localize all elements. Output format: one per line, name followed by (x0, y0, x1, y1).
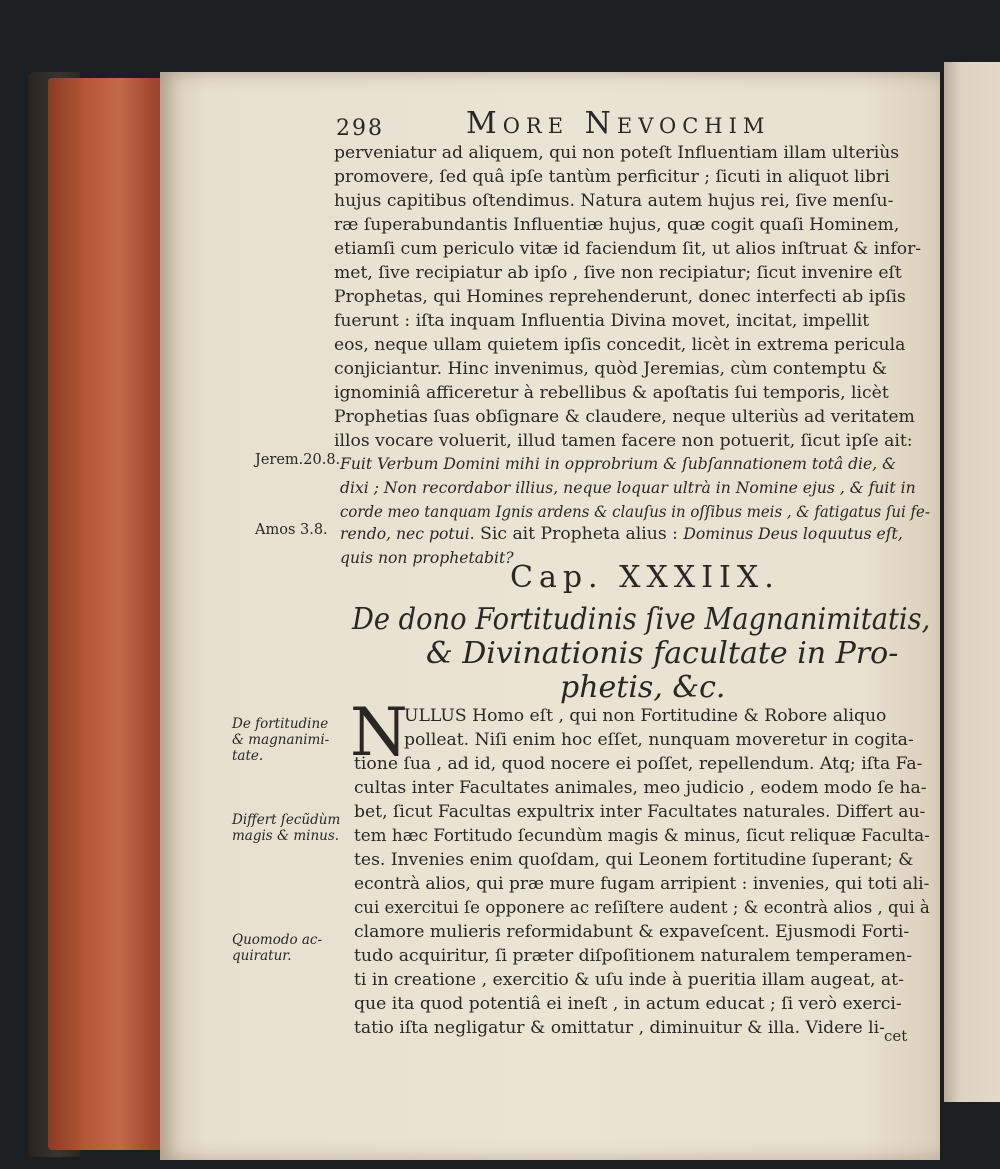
body-line: Prophetias ſuas obſignare & claudere, neque ulteriùs ad veritatem (334, 407, 915, 427)
amos-text-italic: Dominus Deus loquutus eſt, (683, 525, 903, 543)
chapter-body-line: tudo acquiritur, ſi præter diſpoſitionem naturalem temperamen- (354, 946, 912, 966)
body-line: etiamſi cum periculo vitæ id faciendum ſit, ut alios inſtruat & infor- (334, 239, 922, 259)
body-line: met, ſive recipiatur ab ipſo , ſive non recipiatur; ſicut invenire eſt (334, 263, 902, 283)
page-number: 298 (336, 116, 384, 141)
margin-reference-amos: Amos 3.8. (255, 522, 328, 538)
drop-cap: N (350, 694, 408, 771)
chapter-body-line: tatio iſta negligatur & omittatur , diminuitur & illa. Videre li- (354, 1018, 885, 1038)
chapter-body-line: tione ſua , ad id, quod nocere ei poſſet, repellendum. Atq; iſta Fa- (354, 754, 923, 774)
body-line: ignominiâ afficeretur à rebellibus & apoſtatis ſui temporis, licèt (334, 383, 889, 403)
body-line: Prophetas, qui Homines reprehenderunt, donec interfecti ab ipſis (334, 287, 906, 307)
quote-line: corde meo tanquam Ignis ardens & clauſus in oſſibus meis , & fatigatus ſui fe- (340, 503, 930, 521)
body-line: conjiciantur. Hinc invenimus, quòd Jeremias, cùm contemptu & (334, 359, 888, 379)
chapter-body-line: ULLUS Homo eſt , qui non Fortitudine & Robore aliquo (404, 706, 887, 726)
page-block-edge (48, 78, 178, 1150)
chapter-body-line: tes. Invenies enim quoſdam, qui Leonem fortitudine ſuperant; & (354, 850, 914, 870)
chapter-body-line: cui exercitui ſe opponere ac reſiſtere audent ; & econtrà alios , qui à (354, 898, 930, 918)
chapter-body-line: econtrà alios, qui præ mure fugam arripient : invenies, qui toti ali- (354, 874, 930, 894)
chapter-subtitle-line: phetis, &c. (560, 670, 726, 705)
amos-text-roman: Sic ait Propheta alius : (480, 524, 678, 544)
body-line: illos vocare voluerit, illud tamen facere non potuerit, ſicut ipſe ait: (334, 431, 913, 451)
chapter-heading: Cap. XXXIIX. (510, 560, 780, 595)
catchword: cet (884, 1027, 908, 1045)
chapter-body-line: que ita quod potentiâ ei ineſt , in actum educat ; ſi verò exerci- (354, 994, 902, 1014)
quote-line: dixi ; Non recordabor illius, neque loquar ultrà in Nomine ejus , & fuit in (340, 479, 916, 497)
body-line: ræ ſuperabundantis Influentiæ hujus, quæ cogit quaſi Hominem, (334, 215, 900, 235)
chapter-body-line: ti in creatione , exercitio & uſu inde à pueritia illam augeat, at- (354, 970, 904, 990)
chapter-subtitle-line: & Divinationis facultate in Pro- (426, 636, 899, 671)
margin-reference-jeremiah: Jerem.20.8. (255, 452, 341, 468)
running-head: More Nevochim (466, 106, 771, 141)
chapter-body-line: polleat. Niſi enim hoc eſſet, nunquam moveretur in cogita- (404, 730, 914, 750)
margin-note-line: Quomodo ac- (232, 932, 323, 948)
chapter-body-line: clamore mulieris reformidabunt & expaveſcent. Ejusmodi Forti- (354, 922, 910, 942)
amos-quote-line (340, 522, 903, 546)
margin-note-line: & magnanimi- (232, 732, 330, 748)
margin-note-line: tate. (232, 748, 264, 764)
body-line: eos, neque ullam quietem ipſis concedit, licèt in extrema pericula (334, 335, 906, 355)
margin-note-line: Differt ſecũdùm (232, 812, 341, 828)
chapter-body-line: cultas inter Facultates animales, meo judicio , eodem modo ſe ha- (354, 778, 927, 798)
quote-line: Fuit Verbum Domini mihi in opprobrium & ſubſannationem totâ die, & (340, 455, 897, 473)
body-line: perveniatur ad aliquem, qui non poteſt Influentiam illam ulteriùs (334, 143, 900, 163)
margin-note-line: De fortitudine (232, 716, 329, 732)
quote-line-end: rendo, nec potui. (340, 525, 475, 543)
chapter-body-line: bet, ſicut Facultas expultrix inter Facultates naturales. Differt au- (354, 802, 926, 822)
body-line: hujus capitibus oſtendimus. Natura autem hujus rei, ſive menſu- (334, 191, 894, 211)
body-line: fuerunt : iſta inquam Influentia Divina movet, incitat, impellit (334, 311, 870, 331)
chapter-body-line: tem hæc Fortitudo ſecundùm magis & minus, ſicut reliquæ Faculta- (354, 826, 930, 846)
facing-page (944, 62, 1000, 1102)
body-line: promovere, ſed quâ ipſe tantùm perficitur ; ſicuti in aliquot libri (334, 167, 890, 187)
chapter-subtitle-line: De dono Fortitudinis ſive Magnanimitatis, (352, 602, 931, 637)
quote-line: quis non prophetabit? (340, 549, 514, 567)
margin-note-line: magis & minus. (232, 828, 340, 844)
margin-note-line: quiratur. (232, 948, 292, 964)
